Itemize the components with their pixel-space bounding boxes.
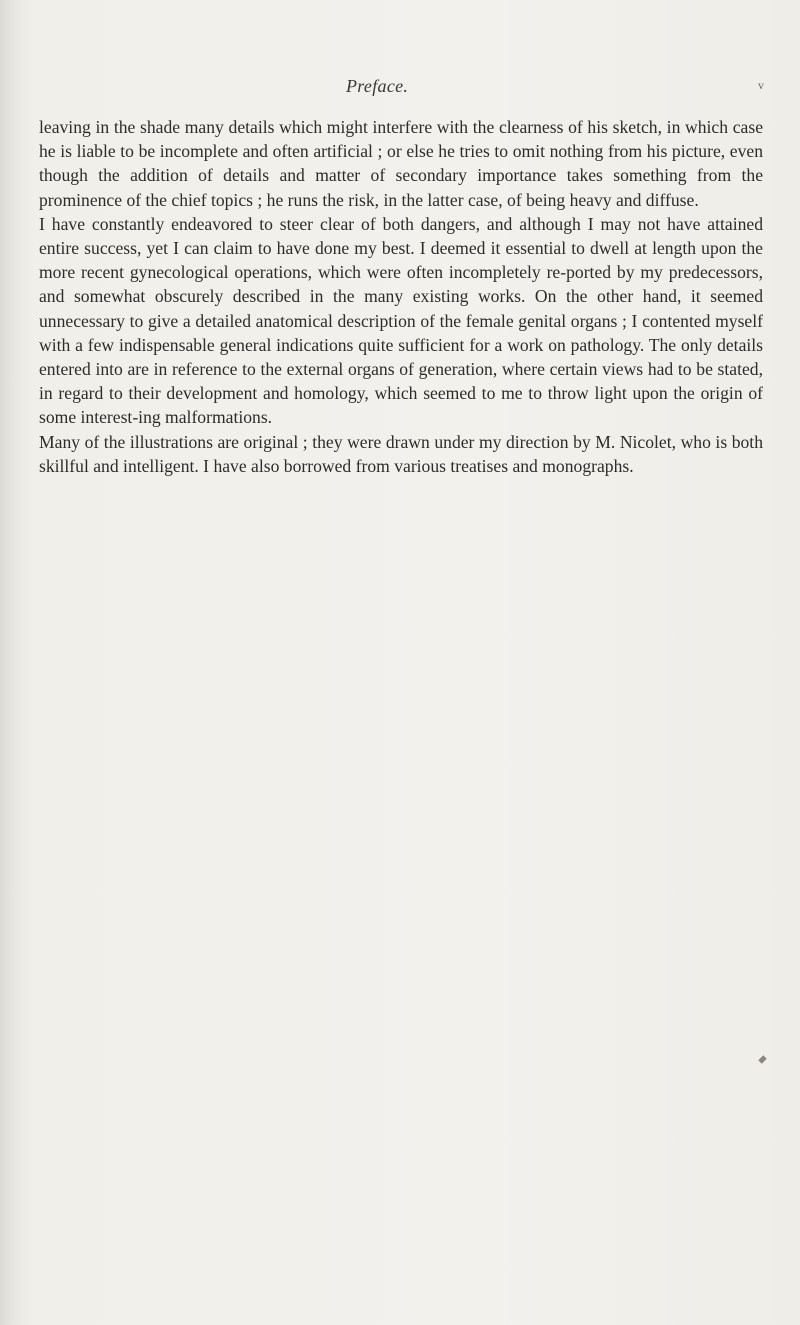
paragraph-dangers: I have constantly endeavored to steer clear of both dangers, and although I may not have attained entire success, yet I can claim to have done my best. I deemed it essential to dwell at length upon the more recent gynecological operations, which were often incompletely re-ported by my predecessors, and somewhat obscurely described in the many existing works. On the other hand, it seemed unnecessary to give a detailed anatomical description of the female genital organs ; I contented myself with a few indispensable general indications quite sufficient for a work on pathology. The only details entered into are in reference to the external organs of generation, where certain views had to be stated, in regard to their development and homology, which seemed to me to throw light upon the origin of some interest-ing malformations. xyxy=(39,213,763,428)
body-text xyxy=(39,115,763,478)
running-head xyxy=(0,76,800,102)
margin-mark xyxy=(758,1055,766,1063)
paragraph-illustrations: Many of the illustrations are original ; they were drawn under my direction by M. Nicolet, who is both skillful and intelligent. I have also borrowed from various treatises and monographs. xyxy=(39,431,763,476)
page-number: v xyxy=(758,78,764,92)
paragraph-continuation: leaving in the shade many details which might interfere with the clearness of his sketch, in which case he is liable to be incomplete and often artificial ; or else he tries to omit nothing from his picture, even though the addition of details and matter of secondary importance takes something from the prominence of the chief topics ; he runs the risk, in the latter case, of being heavy and diffuse. xyxy=(39,117,763,210)
running-head-title: Preface. xyxy=(346,76,409,96)
